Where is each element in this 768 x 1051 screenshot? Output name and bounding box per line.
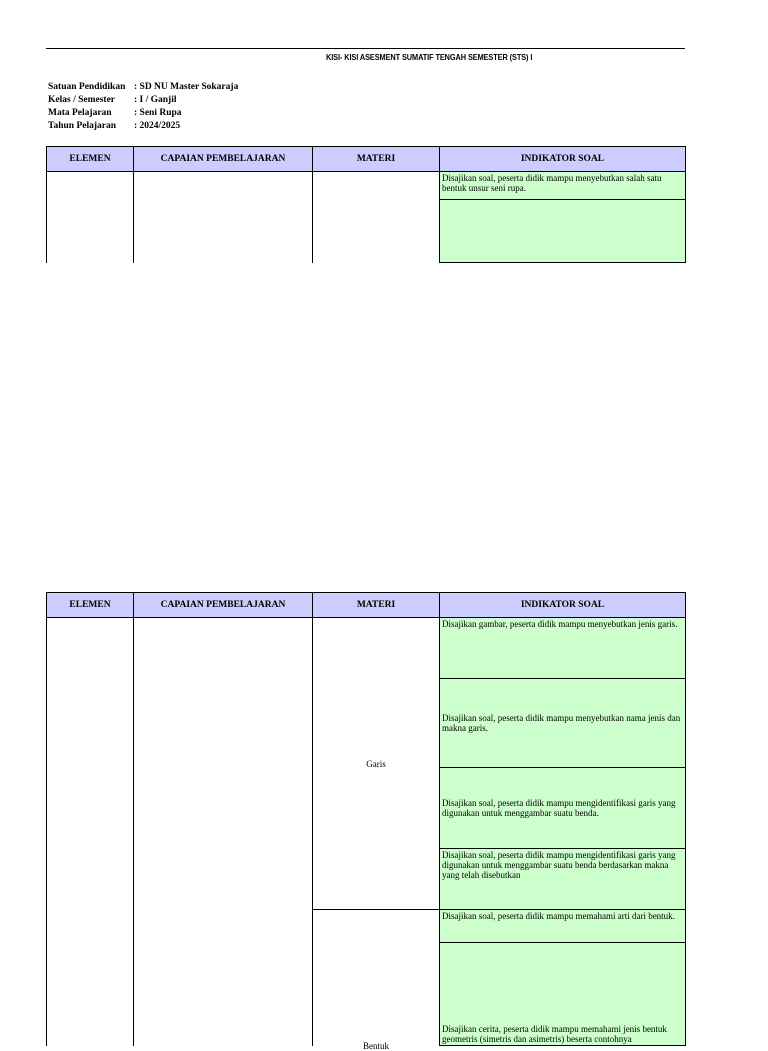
document-title: KISI- KISI ASESMENT SUMATIF TENGAH SEMESTER (STS) I [326, 53, 533, 62]
header-materi: MATERI [313, 147, 440, 172]
elemen-cell [47, 172, 134, 263]
indicator-cell: Disajikan gambar, peserta didik mampu menyebutkan jenis garis. [440, 618, 686, 679]
page1-table-region [40, 146, 700, 229]
indicator-cell: Disajikan soal, peserta didik mampu menyebutkan salah satu bentuk unsur seni rupa. [440, 172, 686, 200]
materi-cell [313, 172, 440, 263]
kisi-table-page2 [46, 592, 686, 1051]
capaian-cell [134, 618, 313, 1046]
meta-key: Satuan Pendidikan [48, 82, 126, 92]
header-capaian: CAPAIAN PEMBELAJARAN [134, 147, 313, 172]
meta-row-year [48, 120, 238, 133]
meta-row-class [48, 94, 238, 107]
header-materi: MATERI [313, 593, 440, 618]
meta-key: Tahun Pelajaran [48, 121, 117, 131]
elemen-cell [47, 618, 134, 1046]
meta-value: : I / Ganjil [134, 95, 177, 105]
header-elemen: ELEMEN [47, 147, 134, 172]
page2-table-region [40, 592, 700, 1051]
meta-row-school [48, 81, 238, 94]
table-header-row [47, 593, 686, 618]
meta-value: : 2024/2025 [134, 121, 181, 131]
document-meta [48, 81, 238, 133]
table-header-row [47, 147, 686, 172]
indicator-cell [440, 200, 686, 263]
kisi-table-page1 [46, 146, 686, 263]
indicator-cell: Disajikan cerita, peserta didik mampu memahami jenis bentuk geometris (simetris dan asimetris) beserta contohnya [440, 943, 686, 1046]
meta-value: : SD NU Master Sokaraja [134, 82, 239, 92]
header-rule [46, 48, 685, 49]
indicator-cell: Disajikan soal, peserta didik mampu mengidentifikasi garis yang digunakan untuk menggambar suatu benda. [440, 768, 686, 849]
meta-row-subject [48, 107, 238, 120]
meta-key: Kelas / Semester [48, 95, 116, 105]
materi-bentuk-label: Bentuk [363, 1040, 389, 1051]
header-indikator: INDIKATOR SOAL [440, 593, 686, 618]
table-row [47, 618, 686, 679]
indicator-cell: Disajikan soal, peserta didik mampu menyebutkan nama jenis dan makna garis. [440, 679, 686, 768]
header-capaian: CAPAIAN PEMBELAJARAN [134, 593, 313, 618]
materi-garis: Garis [313, 618, 440, 910]
indicator-cell: Disajikan soal, peserta didik mampu memahami arti dari bentuk. [440, 910, 686, 943]
indicator-cell: Disajikan soal, peserta didik mampu mengidentifikasi garis yang digunakan untuk menggambar suatu benda berdasarkan makna yang telah disebutkan [440, 849, 686, 910]
materi-bentuk [313, 910, 440, 1051]
header-indikator: INDIKATOR SOAL [440, 147, 686, 172]
meta-key: Mata Pelajaran [48, 108, 112, 118]
meta-value: : Seni Rupa [134, 108, 182, 118]
capaian-cell [134, 172, 313, 263]
header-elemen: ELEMEN [47, 593, 134, 618]
table-row [47, 172, 686, 200]
